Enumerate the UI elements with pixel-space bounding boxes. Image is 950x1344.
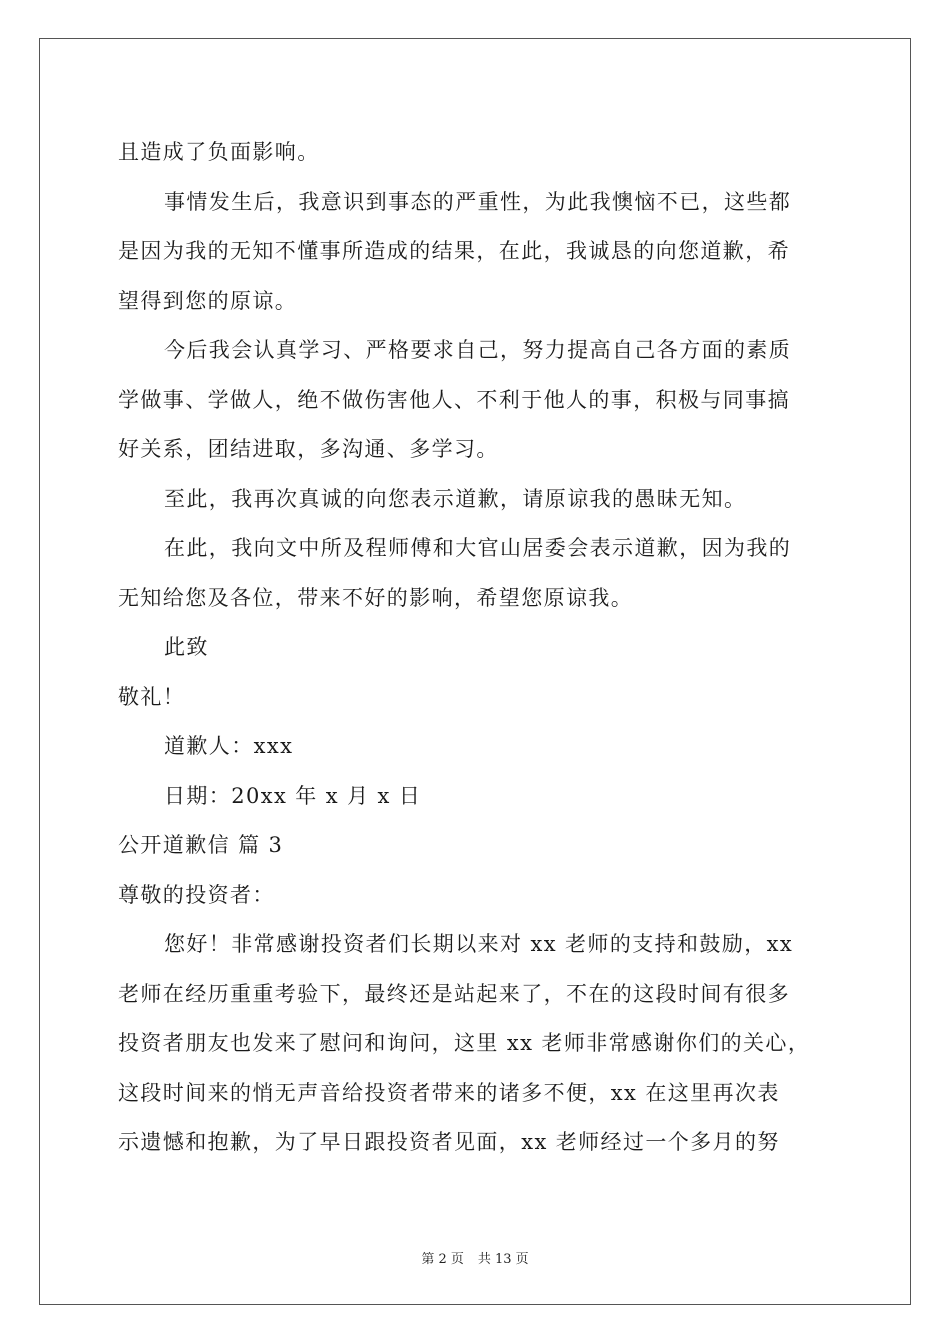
text-line-7: 好关系，团结进取，多沟通、多学习。 xyxy=(118,437,499,461)
text-line-10: 无知给您及各位，带来不好的影响，希望您原谅我。 xyxy=(118,585,634,610)
text-line-17: 您好！非常感谢投资者们长期以来对 xx 老师的支持和鼓励，xx xyxy=(164,932,794,956)
text-line-1: 且造成了负面影响。 xyxy=(118,140,320,164)
page-number: 第 2 页 xyxy=(421,1252,464,1267)
text-line-5: 今后我会认真学习、严格要求自己，努力提高自己各方面的素质 xyxy=(164,338,792,362)
section-heading: 公开道歉信 篇 3 xyxy=(118,833,284,857)
text-line-20: 这段时间来的悄无声音给投资者带来的诸多不便，xx 在这里再次表 xyxy=(118,1080,780,1105)
date-line: 日期：20xx 年 x 月 x 日 xyxy=(164,783,422,808)
text-line-9: 在此，我向文中所及程师傅和大官山居委会表示道歉，因为我的 xyxy=(164,536,792,560)
text-line-6: 学做事、学做人，绝不做伤害他人、不利于他人的事，积极与同事搞 xyxy=(118,387,790,412)
text-line-21: 示遗憾和抱歉，为了早日跟投资者见面，xx 老师经过一个多月的努 xyxy=(118,1130,780,1154)
greeting-line: 尊敬的投资者： xyxy=(118,882,275,907)
text-line-3: 是因为我的无知不懂事所造成的结果，在此，我诚恳的向您道歉，希 xyxy=(118,239,790,263)
document-body xyxy=(118,128,838,1168)
signature-line: 道歉人：xxx xyxy=(164,734,294,758)
closing-regards: 敬礼！ xyxy=(118,684,186,709)
text-line-8: 至此，我再次真诚的向您表示道歉，请原谅我的愚昧无知。 xyxy=(164,486,747,511)
text-line-18: 老师在经历重重考验下，最终还是站起来了，不在的这段时间有很多 xyxy=(118,981,790,1006)
text-line-19: 投资者朋友也发来了慰问和询问，这里 xx 老师非常感谢你们的关心， xyxy=(118,1031,811,1055)
text-line-2: 事情发生后，我意识到事态的严重性，为此我懊恼不已，这些都 xyxy=(164,189,792,214)
text-line-4: 望得到您的原谅。 xyxy=(118,288,298,313)
closing-salutation: 此致 xyxy=(164,635,209,659)
page-total: 共 13 页 xyxy=(477,1252,529,1267)
page-footer xyxy=(0,1248,950,1267)
